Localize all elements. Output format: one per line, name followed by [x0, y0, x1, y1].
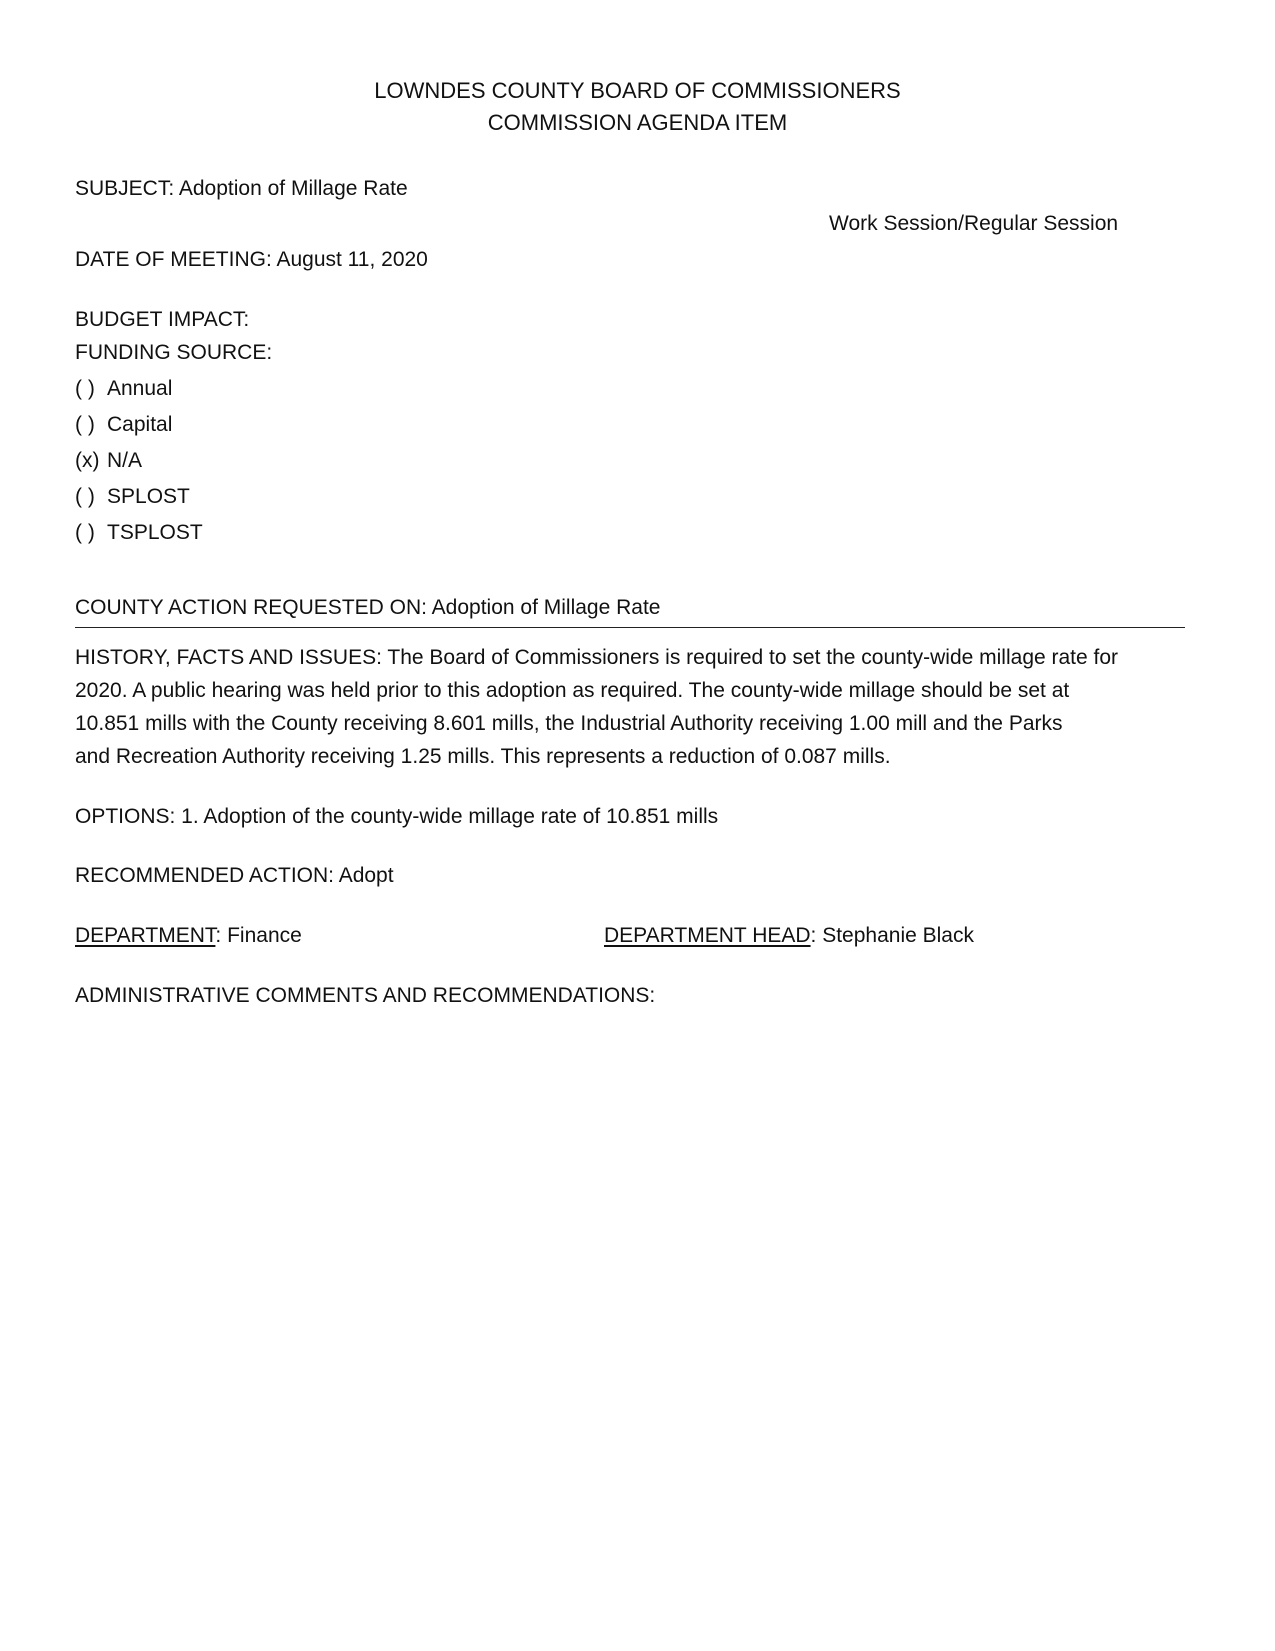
subject-line: SUBJECT: Adoption of Millage Rate [75, 177, 408, 200]
checkbox-mark: ( ) [75, 377, 95, 400]
funding-option-splost [75, 485, 190, 509]
department-value: : Finance [215, 924, 302, 947]
date-of-meeting: DATE OF MEETING: August 11, 2020 [75, 248, 428, 271]
department-label: DEPARTMENT [75, 924, 216, 947]
funding-option-tsplost [75, 521, 203, 545]
document-subtitle: COMMISSION AGENDA ITEM [487, 110, 788, 135]
funding-option-capital [75, 413, 172, 437]
funding-option-label: SPLOST [107, 485, 190, 508]
funding-option-na [75, 449, 142, 473]
checkbox-mark: ( ) [75, 521, 95, 544]
history-line: and Recreation Authority receiving 1.25 mills. This represents a reduction of 0.087 mills. [75, 745, 891, 768]
administrative-comments-label: ADMINISTRATIVE COMMENTS AND RECOMMENDATIONS: [75, 984, 656, 1007]
session-type: Work Session/Regular Session [829, 212, 1119, 235]
department-head-label: DEPARTMENT HEAD [604, 924, 811, 947]
history-line: 2020. A public hearing was held prior to this adoption as required. The county-wide millage should be set at [75, 679, 1070, 702]
funding-option-label: Capital [107, 413, 173, 436]
funding-option-label: N/A [107, 449, 143, 472]
budget-impact-label: BUDGET IMPACT: [75, 308, 250, 331]
funding-source-label: FUNDING SOURCE: [75, 341, 273, 364]
funding-option-label: TSPLOST [107, 521, 203, 544]
checkbox-mark: ( ) [75, 485, 95, 508]
history-line: HISTORY, FACTS AND ISSUES: The Board of Commissioners is required to set the county-wide millage rate for [75, 646, 1119, 669]
history-line: 10.851 mills with the County receiving 8.601 mills, the Industrial Authority receiving 1.00 mill and the Parks [75, 712, 1063, 735]
recommended-action: RECOMMENDED ACTION: Adopt [75, 864, 394, 887]
department-head-field [604, 924, 974, 948]
section-divider [75, 627, 1185, 628]
options-line: OPTIONS: 1. Adoption of the county-wide millage rate of 10.851 mills [75, 805, 719, 828]
department-field [75, 924, 302, 948]
county-action-requested: COUNTY ACTION REQUESTED ON: Adoption of Millage Rate [75, 596, 661, 619]
checkbox-mark: ( ) [75, 413, 95, 436]
funding-option-annual [75, 377, 172, 401]
funding-option-label: Annual [107, 377, 173, 400]
history-facts-issues [75, 641, 1190, 773]
checkbox-mark: (x) [75, 449, 100, 472]
document-title: LOWNDES COUNTY BOARD OF COMMISSIONERS [374, 78, 901, 103]
department-head-value: : Stephanie Black [810, 924, 974, 947]
